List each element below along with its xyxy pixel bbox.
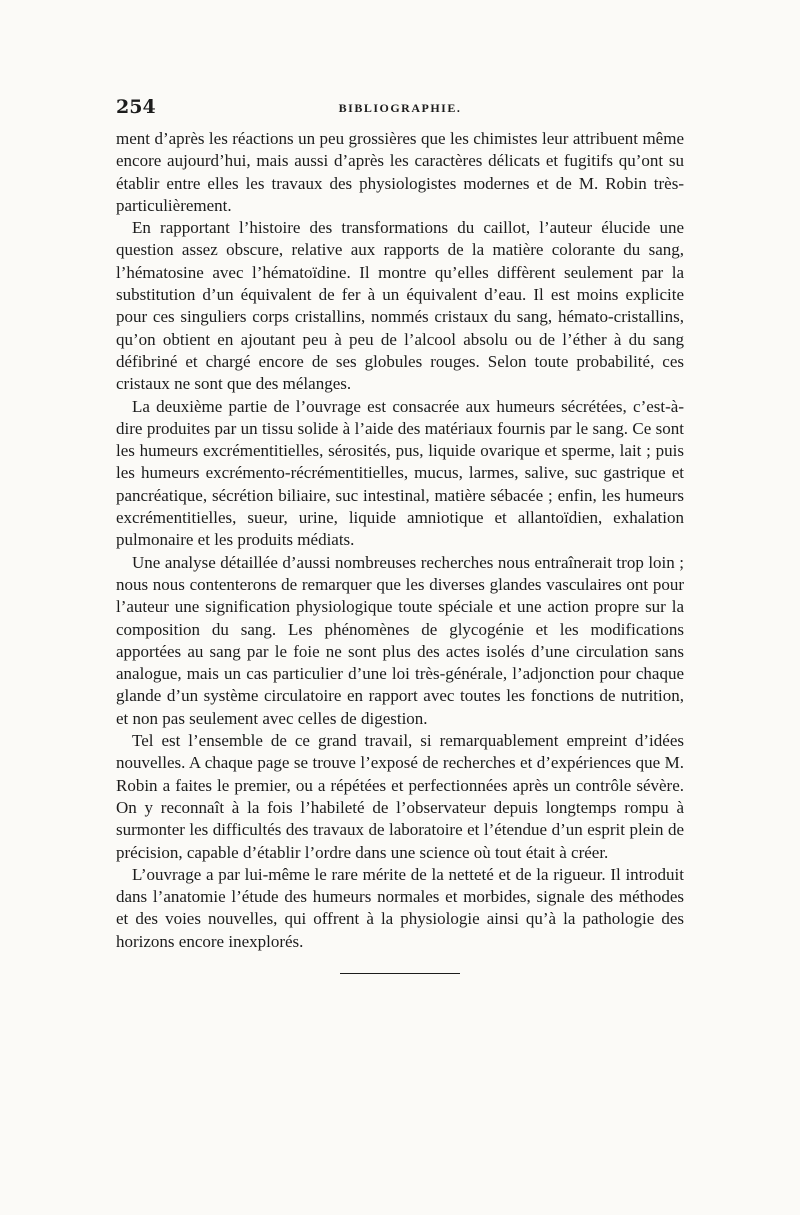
- end-rule: [340, 973, 460, 974]
- body-text: [116, 128, 684, 953]
- paragraph-glandes-vasculaires: Une analyse détaillée d’aussi nombreuses recherches nous entraînerait trop loin ; nous nous contenterons de remarquer que les diverses glandes vasculaires ont pour l’auteur une signification physiologique toute spéciale et une action propre sur la composition du sang. Les phénomènes de glycogénie et les modifications apportées au sang par le foie ne sont plus des actes isolés d’une circulation sans analogue, mais un cas particulier d’une loi très-générale, l’adjonction pour chaque glande d’un système circulatoire en rapport avec toutes les fonctions de nutrition, et non pas seulement avec celles de digestion.: [116, 552, 684, 728]
- paragraph-ensemble-travail: Tel est l’ensemble de ce grand travail, si remarquablement empreint d’idées nouvelles. A chaque page se trouve l’exposé de recherches et d’expériences que M. Robin a faites le premier, ou a répétées et perfectionnées après un contrôle sévère. On y reconnaît à la fois l’habileté de l’observateur depuis longtemps rompu à surmonter les difficultés des travaux de laboratoire et l’étendue d’un esprit plein de précision, capable d’établir l’ordre dans une science où tout était à créer.: [116, 731, 684, 862]
- paragraph-continuation: ment d’après les réactions un peu grossières que les chimistes leur attribuent même encore aujourd’hui, mais aussi d’après les caractères délicats et fugitifs qu’ont su établir entre elles les travaux des physiologistes modernes et de M. Robin très-particulièrement.: [116, 129, 684, 215]
- page-number: 254: [116, 96, 156, 118]
- running-title: BIBLIOGRAPHIE.: [338, 101, 462, 115]
- paragraph-conclusion: L’ouvrage a par lui-même le rare mérite de la netteté et de la rigueur. Il introduit dans l’anatomie l’étude des humeurs normales et morbides, signale des méthodes et des voies nouvelles, qui offrent à la physiologie ainsi qu’à la pathologie des horizons encore inexplorés.: [116, 864, 684, 951]
- document-page: [116, 96, 684, 974]
- paragraph-humeurs-secretees: La deuxième partie de l’ouvrage est consacrée aux humeurs sécrétées, c’est-à-dire produites par un tissu solide à l’aide des matériaux fournis par le sang. Ce sont les humeurs excrémentitielles, sérosités, pus, liquide ovarique et sperme, lait ; puis les humeurs excrémento-récrémentitielles, mucus, larmes, salive, suc gastrique et pancréatique, sécrétion biliaire, suc intestinal, matière sébacée ; enfin, les humeurs excrémentitielles, sueur, urine, liquide amniotique et allantoïdien, exhalation pulmonaire et les produits médiats.: [116, 396, 684, 550]
- running-head: [116, 96, 684, 124]
- paragraph-caillot: En rapportant l’histoire des transformations du caillot, l’auteur élucide une question assez obscure, relative aux rapports de la matière colorante du sang, l’hématosine avec l’hématoïdine. Il montre qu’elles diffèrent seulement par la substitution d’un équivalent de fer à un équivalent d’eau. Il est moins explicite pour ces singuliers corps cristallins, nommés cristaux du sang, hémato-cristallins, qu’on obtient en ajoutant peu à peu de l’alcool absolu ou de l’éther à du sang défibriné et chargé encore de ses globules rouges. Selon toute probabilité, ces cristaux ne sont que des mélanges.: [116, 218, 684, 394]
